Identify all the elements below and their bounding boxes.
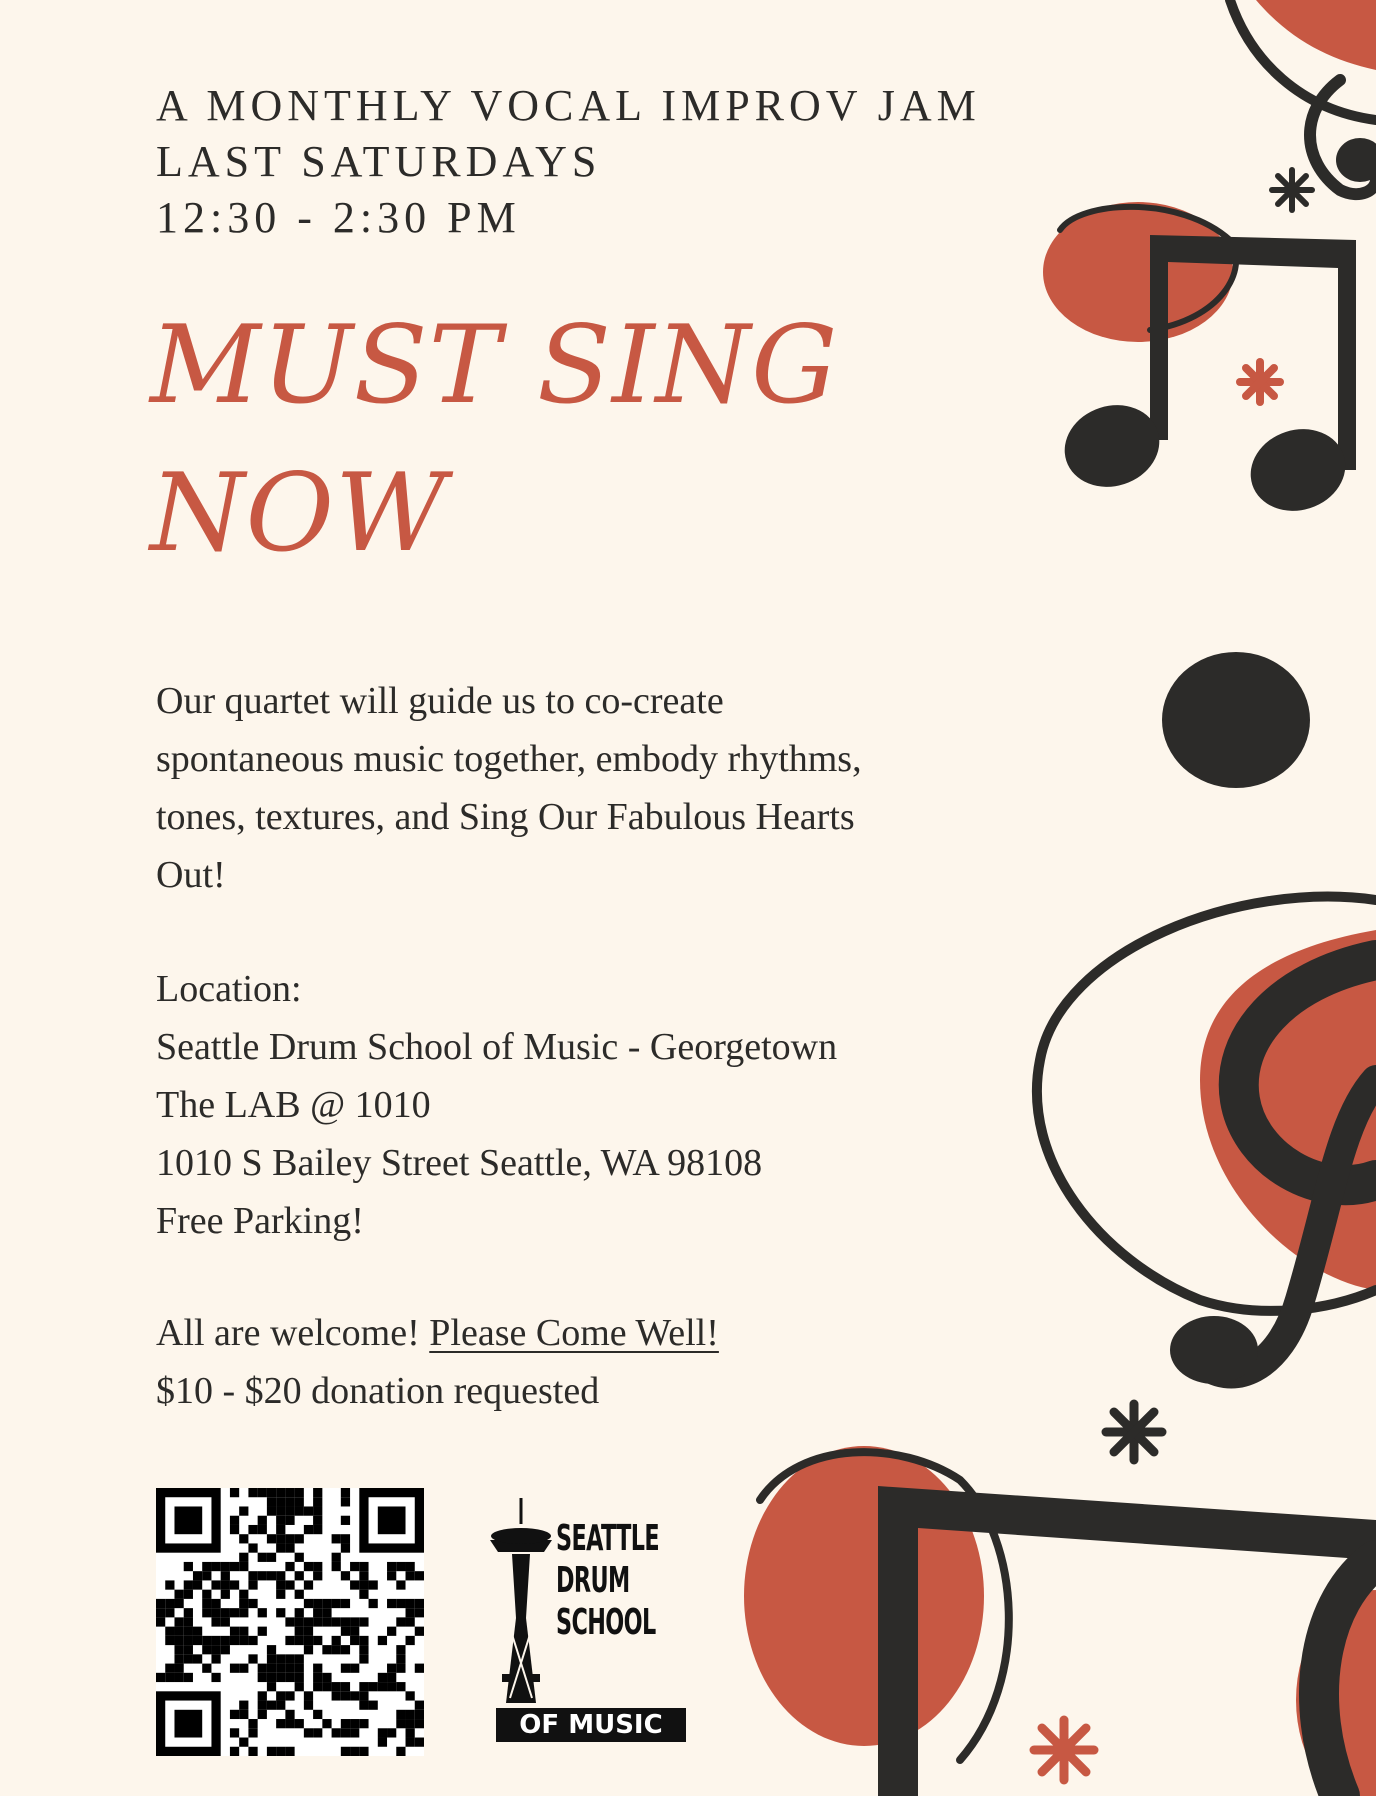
welcome-text: All are welcome! [156, 1312, 420, 1354]
eighth-notes-icon [1043, 202, 1356, 523]
location-line: Seattle Drum School of Music - Georgetown [156, 1026, 838, 1068]
top-right-swirl-icon [1230, 0, 1376, 194]
school-name-line: SCHOOL [556, 1602, 656, 1643]
qr-code[interactable] [156, 1488, 424, 1756]
school-name [556, 1518, 659, 1644]
school-name-band: OF MUSIC [496, 1708, 686, 1742]
event-title-line-1: MUST SING [150, 303, 839, 428]
qr-code-image [156, 1488, 424, 1756]
location-line: Free Parking! [156, 1200, 364, 1242]
event-description [156, 672, 956, 904]
description-line: spontaneous music together, embody rhythms, [156, 738, 862, 780]
event-tagline: A MONTHLY VOCAL IMPROV JAM [156, 81, 981, 130]
donation-text: $10 - $20 donation requested [156, 1370, 600, 1412]
come-well-link[interactable]: Please Come Well! [429, 1312, 719, 1354]
event-time: 12:30 - 2:30 PM [156, 193, 521, 242]
star-icon [1106, 1404, 1162, 1460]
location-line: 1010 S Bailey Street Seattle, WA 98108 [156, 1142, 763, 1184]
event-schedule: LAST SATURDAYS [156, 137, 602, 186]
description-line: tones, textures, and Sing Our Fabulous Hearts [156, 796, 855, 838]
description-line: Out! [156, 854, 226, 896]
event-title [150, 292, 970, 588]
location-line: The LAB @ 1010 [156, 1084, 431, 1126]
event-header [156, 78, 1056, 246]
event-title-line-2: NOW [150, 451, 448, 576]
location-heading: Location: [156, 968, 302, 1010]
school-name-line: SEATTLE [556, 1518, 659, 1559]
dot-icon [1162, 652, 1310, 788]
school-logo [486, 1498, 692, 1746]
event-location [156, 960, 956, 1250]
event-welcome [156, 1304, 956, 1420]
school-name-line: DRUM [556, 1560, 630, 1601]
description-line: Our quartet will guide us to co-create [156, 680, 724, 722]
welcome-line [156, 1304, 956, 1362]
treble-clef-icon [1037, 897, 1376, 1384]
space-needle-icon [486, 1498, 556, 1708]
star-icon [1272, 170, 1312, 210]
bottom-notes-icon [744, 1446, 1376, 1796]
